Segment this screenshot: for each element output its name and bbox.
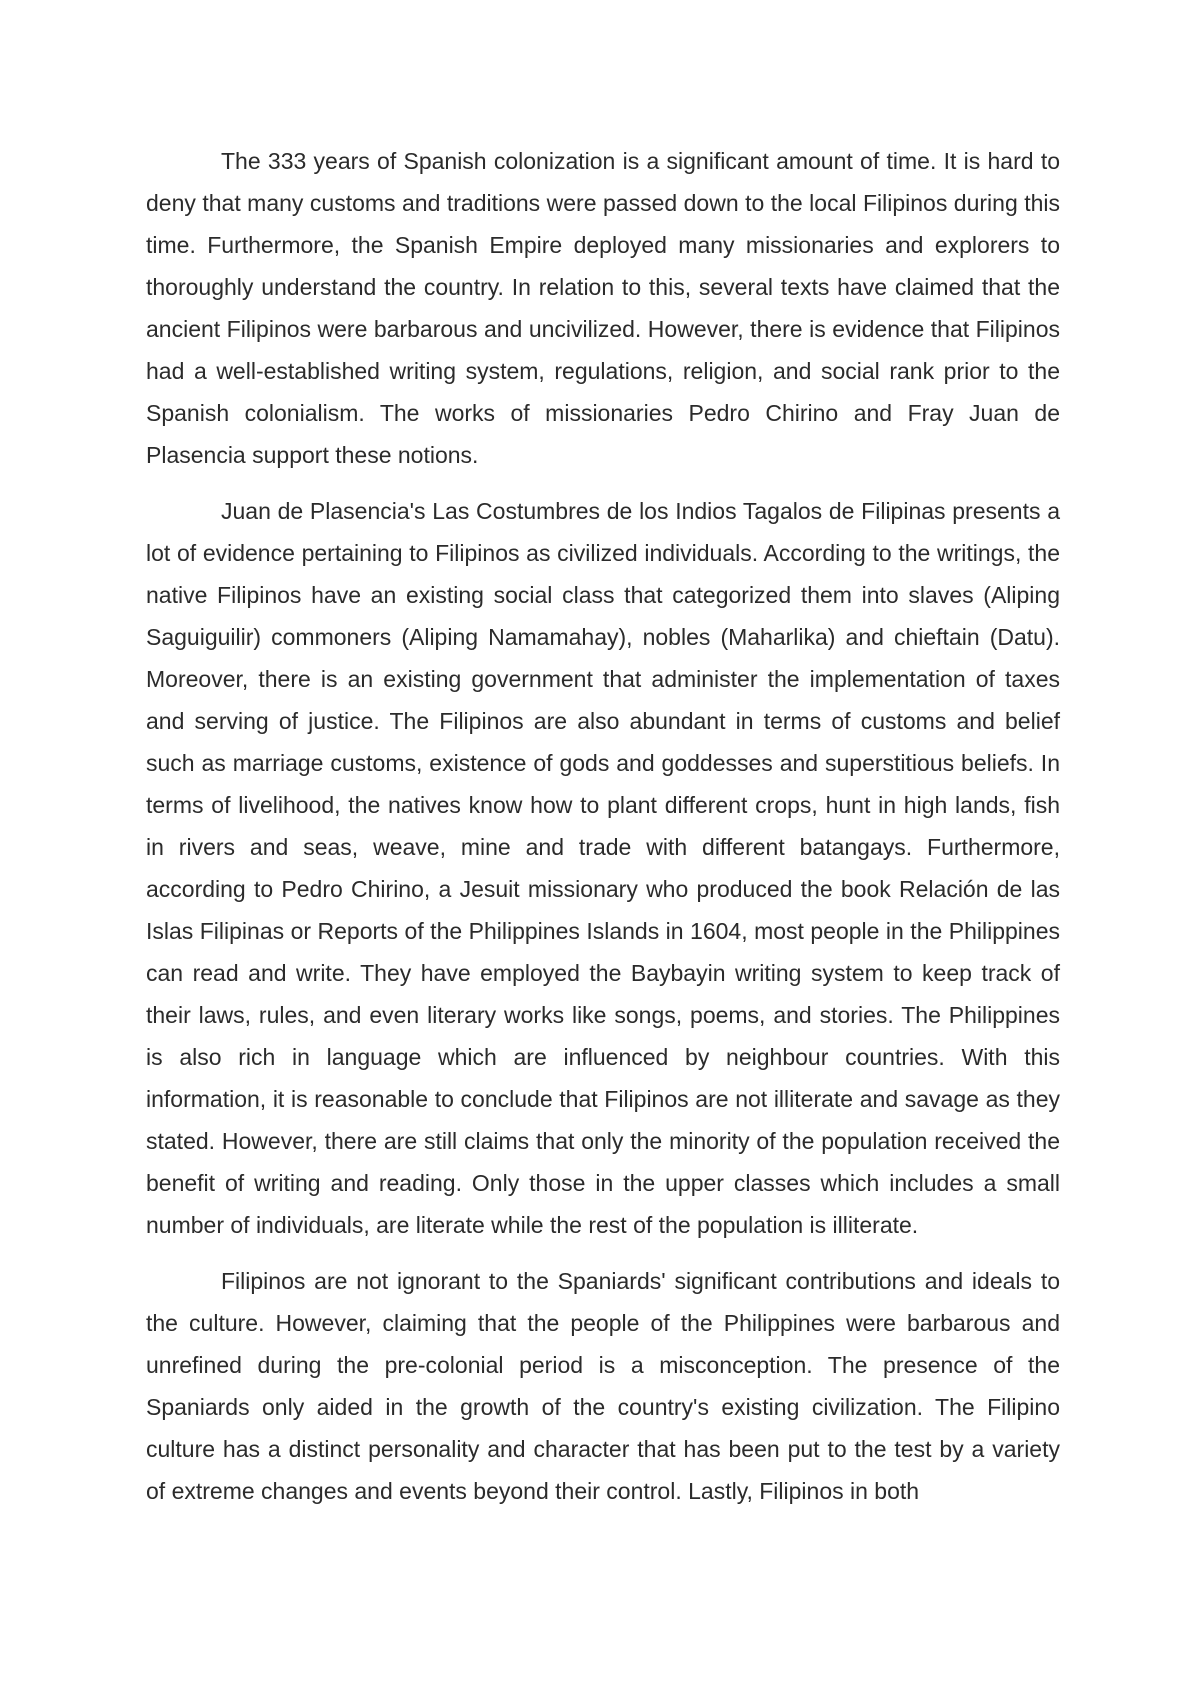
paragraph-1: The 333 years of Spanish colonization is a significant amount of time. It is hard to deny that many customs and traditions were passed down to the local Filipinos during this time. Furthermore, the Spanish Empire deployed many missionaries and explorers to thoroughly understand the country. In relation to this, several texts have claimed that the ancient Filipinos were barbarous and uncivilized. However, there is evidence that Filipinos had a well-established writing system, regulations, religion, and social rank prior to the Spanish colonialism. The works of missionaries Pedro Chirino and Fray Juan de Plasencia support these notions. bbox=[146, 148, 1060, 468]
document-body bbox=[146, 140, 1060, 1526]
paragraph-3: Filipinos are not ignorant to the Spaniards' significant contributions and ideals to the culture. However, claiming that the people of the Philippines were barbarous and unrefined during the pre-colonial period is a misconception. The presence of the Spaniards only aided in the growth of the country's existing civilization. The Filipino culture has a distinct personality and character that has been put to the test by a variety of extreme changes and events beyond their control. Lastly, Filipinos in both bbox=[146, 1268, 1060, 1504]
paragraph-2: Juan de Plasencia's Las Costumbres de los Indios Tagalos de Filipinas presents a lot of evidence pertaining to Filipinos as civilized individuals. According to the writings, the native Filipinos have an existing social class that categorized them into slaves (Aliping Saguiguilir) commoners (Aliping Namamahay), nobles (Maharlika) and chieftain (Datu). Moreover, there is an existing government that administer the implementation of taxes and serving of justice. The Filipinos are also abundant in terms of customs and belief such as marriage customs, existence of gods and goddesses and superstitious beliefs. In terms of livelihood, the natives know how to plant different crops, hunt in high lands, fish in rivers and seas, weave, mine and trade with different batangays. Furthermore, according to Pedro Chirino, a Jesuit missionary who produced the book Relación de las Islas Filipinas or Reports of the Philippines Islands in 1604, most people in the Philippines can read and write. They have employed the Baybayin writing system to keep track of their laws, rules, and even literary works like songs, poems, and stories. The Philippines is also rich in language which are influenced by neighbour countries. With this information, it is reasonable to conclude that Filipinos are not illiterate and savage as they stated. However, there are still claims that only the minority of the population received the benefit of writing and reading. Only those in the upper classes which includes a small number of individuals, are literate while the rest of the population is illiterate. bbox=[146, 498, 1060, 1238]
